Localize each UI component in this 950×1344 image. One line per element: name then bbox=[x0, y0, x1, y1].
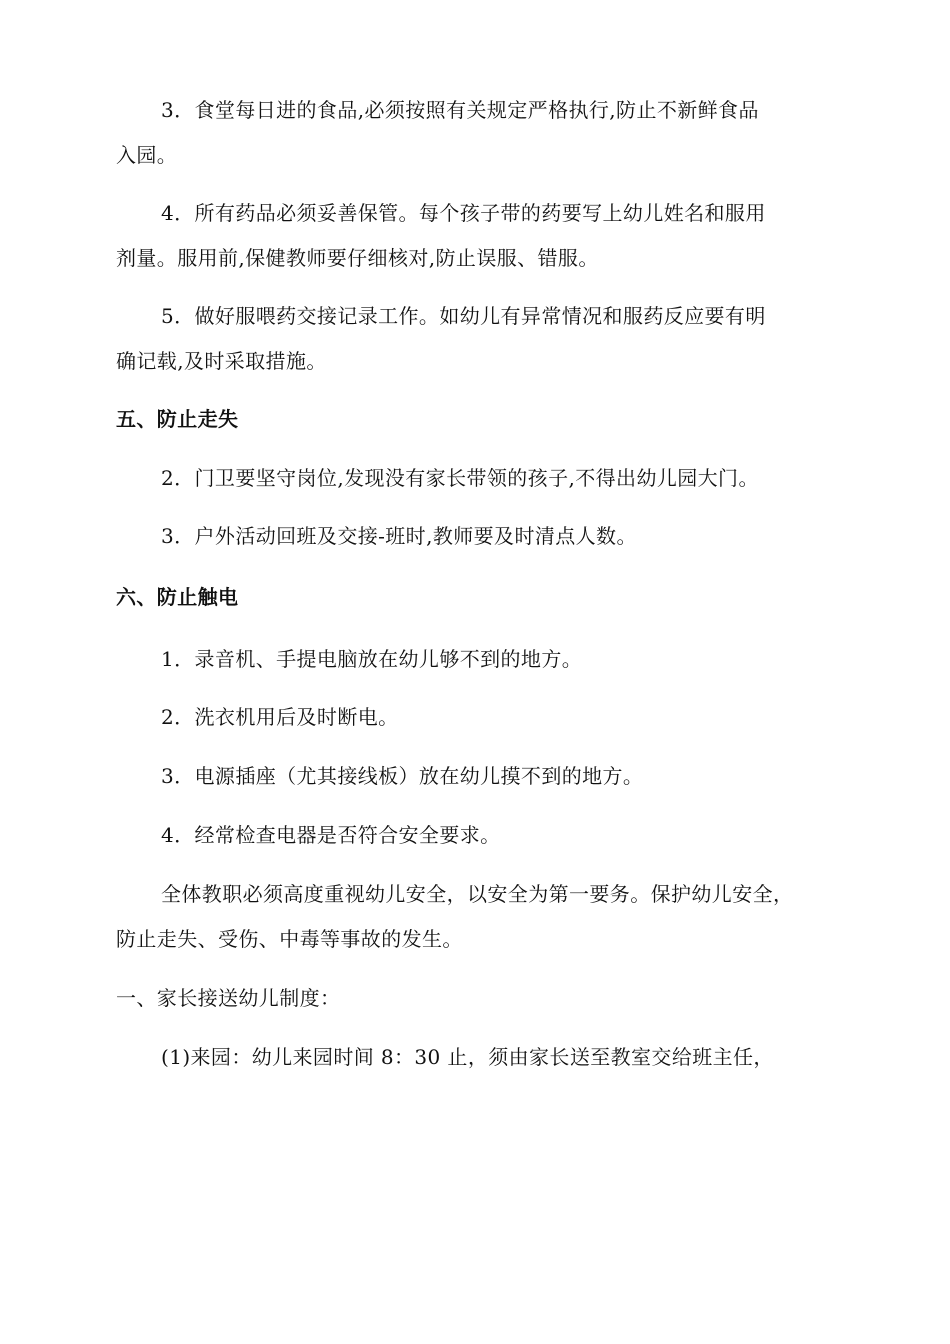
section-heading-six: 六、防止触电 bbox=[116, 585, 239, 609]
list-item-recorder: 1．录音机、手提电脑放在幼儿够不到的地方。 bbox=[161, 647, 583, 671]
pickup-rule-arrival: (1)来园：幼儿来园时间 8：30 止，须由家长送至教室交给班主任， bbox=[161, 1045, 774, 1069]
paragraph-4-line-2: 剂量。服用前,保健教师要仔细核对,防止误服、错服。 bbox=[116, 246, 599, 270]
list-item-washer: 2．洗衣机用后及时断电。 bbox=[161, 705, 399, 729]
list-item-socket: 3．电源插座（尤其接线板）放在幼儿摸不到的地方。 bbox=[161, 764, 644, 788]
paragraph-3-line-1: 3．食堂每日进的食品,必须按照有关规定严格执行,防止不新鲜食品 bbox=[161, 98, 759, 122]
summary-line-2: 防止走失、受伤、中毒等事故的发生。 bbox=[116, 927, 463, 951]
list-item-check-electrical: 4．经常检查电器是否符合安全要求。 bbox=[161, 823, 501, 847]
paragraph-3-line-2: 入园。 bbox=[116, 143, 178, 167]
paragraph-4-line-1: 4．所有药品必须妥善保管。每个孩子带的药要写上幼儿姓名和服用 bbox=[161, 201, 766, 225]
summary-line-1: 全体教职必须高度重视幼儿安全，以安全为第一要务。保护幼儿安全， bbox=[161, 882, 794, 906]
section-heading-pickup: 一、家长接送幼儿制度： bbox=[116, 986, 341, 1010]
paragraph-5-line-2: 确记载,及时采取措施。 bbox=[116, 349, 327, 373]
paragraph-5-line-1: 5．做好服喂药交接记录工作。如幼儿有异常情况和服药反应要有明 bbox=[161, 304, 766, 328]
list-item-gatekeeper: 2．门卫要坚守岗位,发现没有家长带领的孩子,不得出幼儿园大门。 bbox=[161, 466, 759, 490]
section-heading-five: 五、防止走失 bbox=[116, 407, 239, 431]
list-item-outdoor-count: 3．户外活动回班及交接-班时,教师要及时清点人数。 bbox=[161, 524, 637, 548]
